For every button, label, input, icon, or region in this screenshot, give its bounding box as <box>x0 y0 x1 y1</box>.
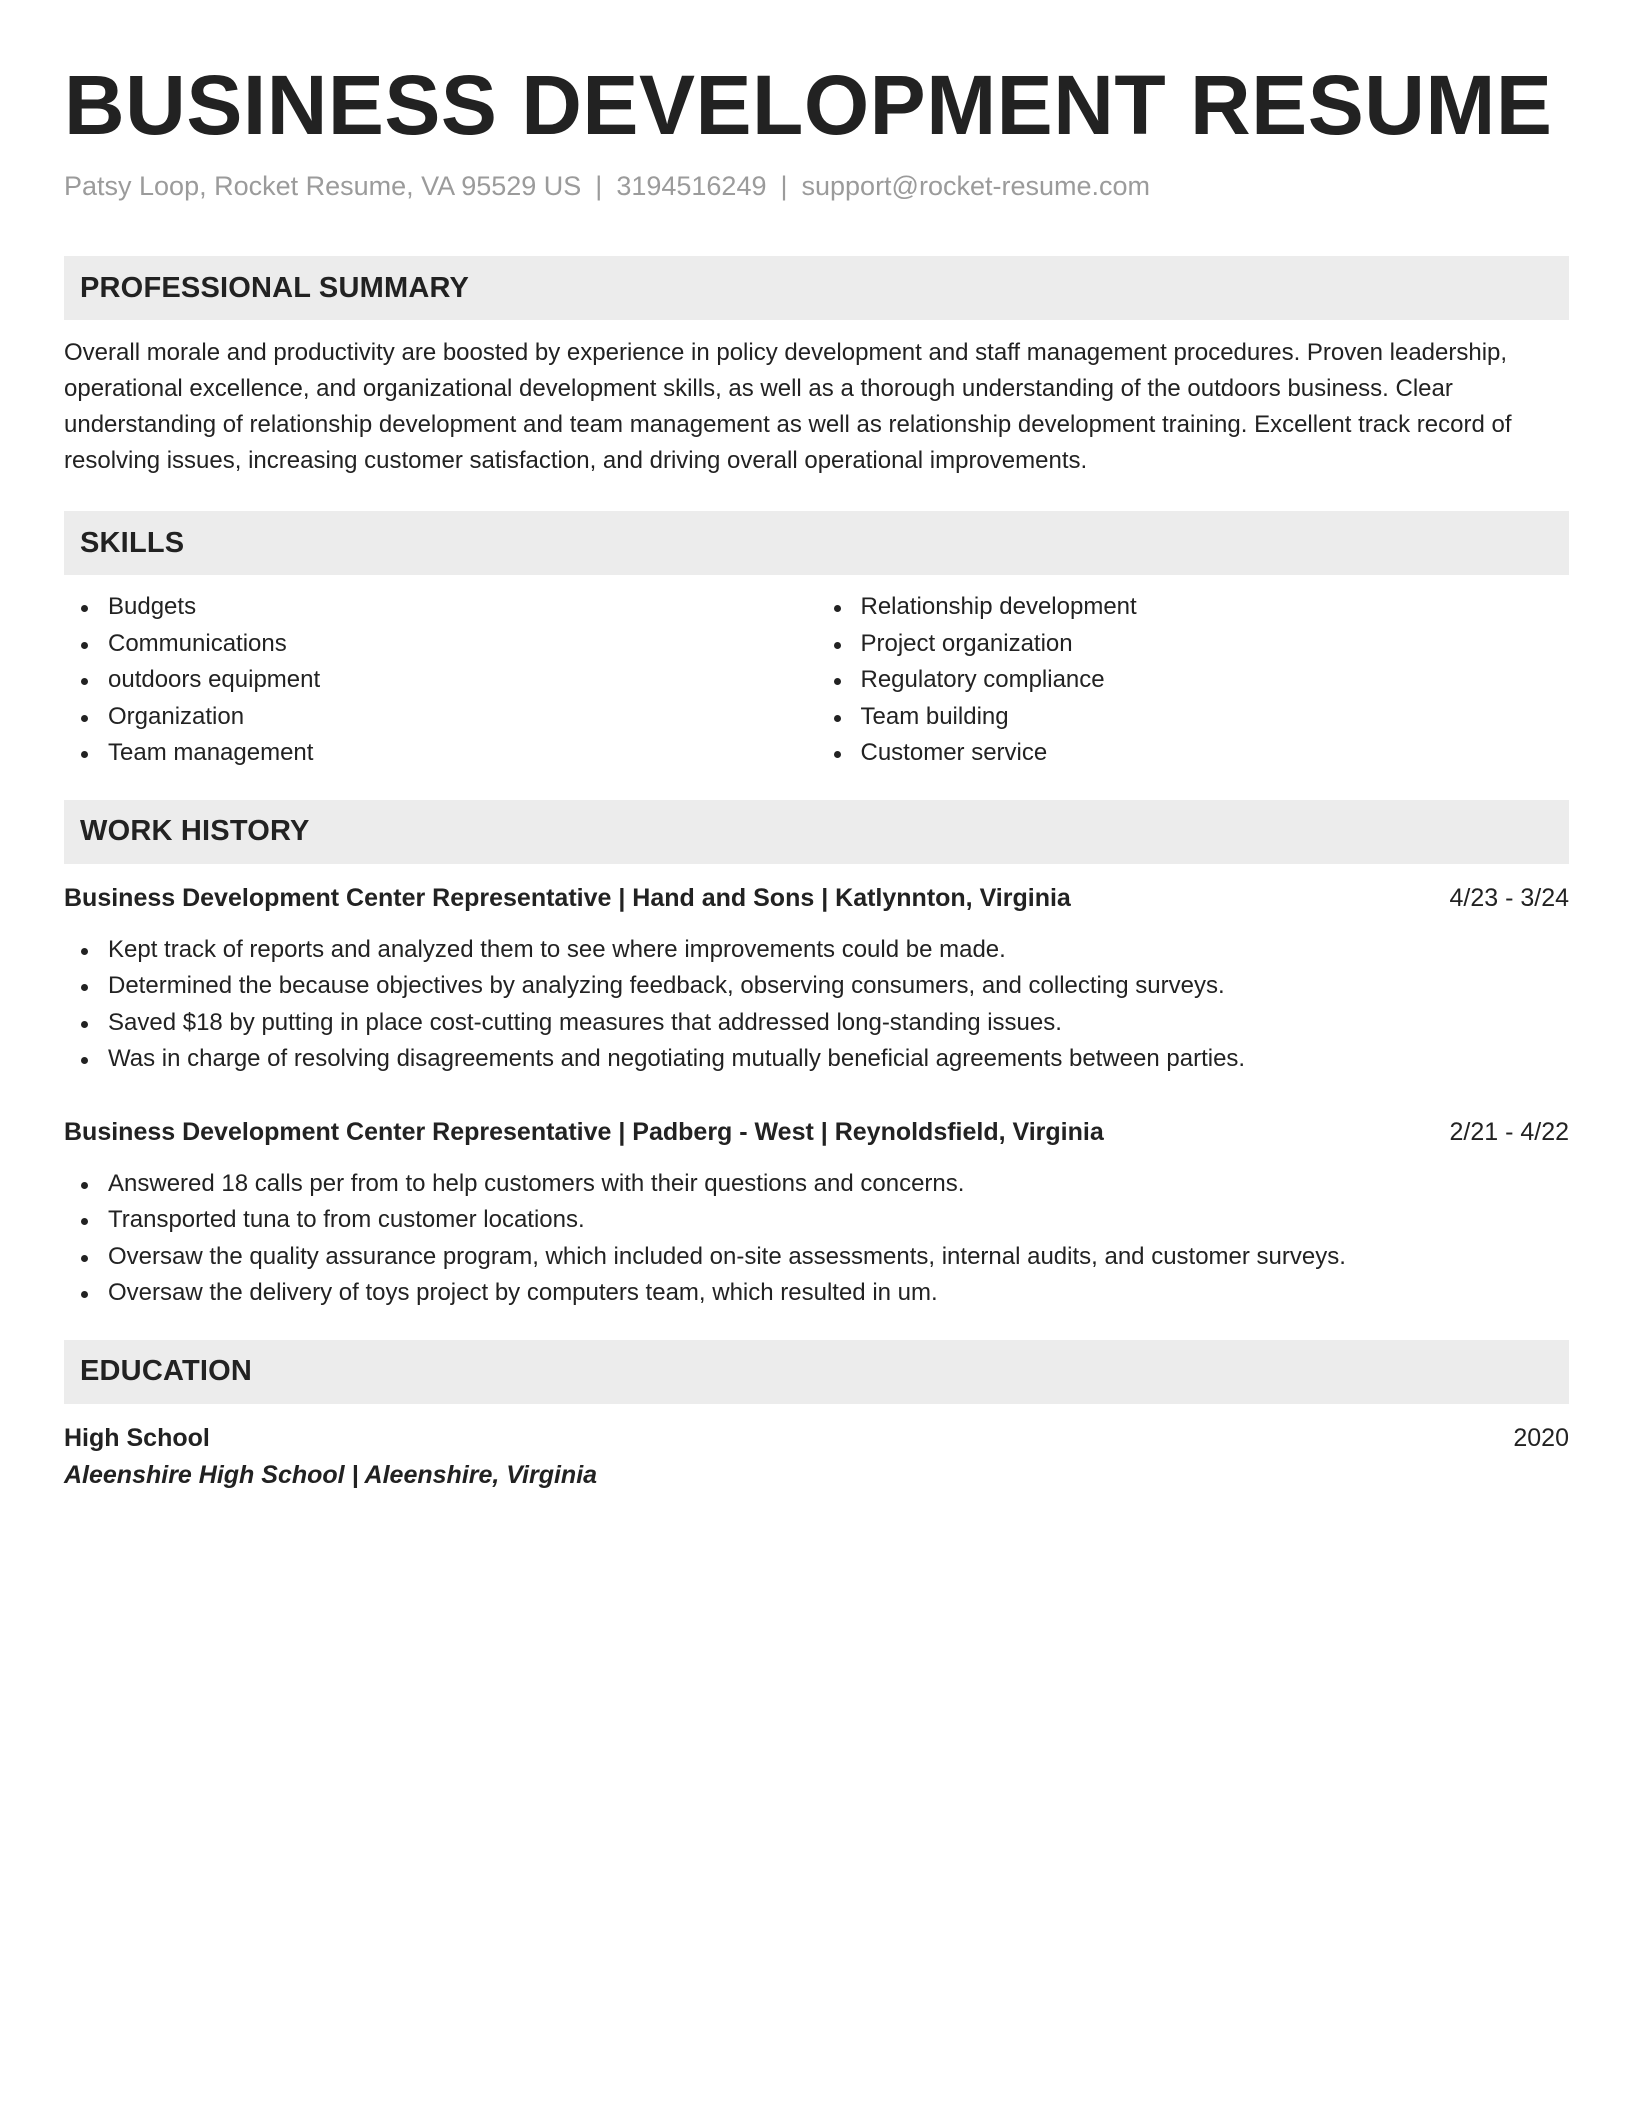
education-school: Aleenshire High School | Aleenshire, Virginia <box>64 1460 598 1489</box>
skill-item: Organization <box>64 699 817 736</box>
job-header <box>64 880 1569 916</box>
skill-item: outdoors equipment <box>64 662 817 699</box>
resume-title: BUSINESS DEVELOPMENT RESUME <box>64 58 1553 152</box>
job-entry <box>64 1114 1569 1312</box>
skill-item: Budgets <box>64 589 817 626</box>
skill-item: Customer service <box>817 735 1570 772</box>
job-title: Business Development Center Representative | Padberg - West | Reynoldsfield, Virginia <box>64 1117 1104 1146</box>
skill-item: Team management <box>64 735 817 772</box>
section-header-education: EDUCATION <box>64 1340 1569 1404</box>
job-bullet: Saved $18 by putting in place cost-cutting measures that addressed long-standing issues. <box>64 1005 1569 1042</box>
skill-item: Regulatory compliance <box>817 662 1570 699</box>
contact-email[interactable]: support@rocket-resume.com <box>801 171 1151 201</box>
section-header-work-history: WORK HISTORY <box>64 800 1569 864</box>
job-bullets <box>64 932 1569 1078</box>
education-header <box>64 1420 1569 1456</box>
contact-separator: | <box>780 171 788 201</box>
job-bullet: Determined the because objectives by analyzing feedback, observing consumers, and collecting surveys. <box>64 968 1569 1005</box>
job-bullet: Answered 18 calls per from to help customers with their questions and concerns. <box>64 1166 1569 1203</box>
job-bullet: Kept track of reports and analyzed them to see where improvements could be made. <box>64 932 1569 969</box>
job-bullet: Was in charge of resolving disagreements and negotiating mutually beneficial agreements between parties. <box>64 1041 1569 1078</box>
summary-text: Overall morale and productivity are boosted by experience in policy development and staff management procedures. Proven leadership, operational excellence, and organizational development skills, as well as a thorough understanding of the outdoors business. Clear understanding of relationship development and team management as well as relationship development training. Excellent track record of resolving issues, increasing customer satisfaction, and driving overall operational improvements. <box>64 339 1512 474</box>
job-bullet: Oversaw the delivery of toys project by computers team, which resulted in um. <box>64 1275 1569 1312</box>
job-header <box>64 1114 1569 1150</box>
contact-address: Patsy Loop, Rocket Resume, VA 95529 US <box>64 171 582 201</box>
job-bullet: Oversaw the quality assurance program, which included on-site assessments, internal audits, and customer surveys. <box>64 1239 1569 1276</box>
job-entry <box>64 880 1569 1078</box>
skill-item: Relationship development <box>817 589 1570 626</box>
job-bullets <box>64 1166 1569 1312</box>
skill-item: Project organization <box>817 626 1570 663</box>
contact-line <box>64 168 1569 204</box>
education-year: 2020 <box>1513 1423 1569 1452</box>
section-header-summary: PROFESSIONAL SUMMARY <box>64 256 1569 320</box>
skill-item: Team building <box>817 699 1570 736</box>
skills-column-right <box>817 589 1570 772</box>
job-bullet: Transported tuna to from customer locations. <box>64 1202 1569 1239</box>
section-header-skills: SKILLS <box>64 511 1569 575</box>
skill-item: Communications <box>64 626 817 663</box>
skills-column-left <box>64 589 817 772</box>
contact-phone: 3194516249 <box>616 171 767 201</box>
job-dates: 2/21 - 4/22 <box>1449 1117 1569 1146</box>
education-degree: High School <box>64 1423 210 1452</box>
job-title: Business Development Center Representative | Hand and Sons | Katlynnton, Virginia <box>64 883 1071 912</box>
skills-grid <box>64 589 1569 772</box>
job-dates: 4/23 - 3/24 <box>1449 883 1569 912</box>
contact-separator: | <box>595 171 603 201</box>
education-entry <box>64 1420 1569 1494</box>
